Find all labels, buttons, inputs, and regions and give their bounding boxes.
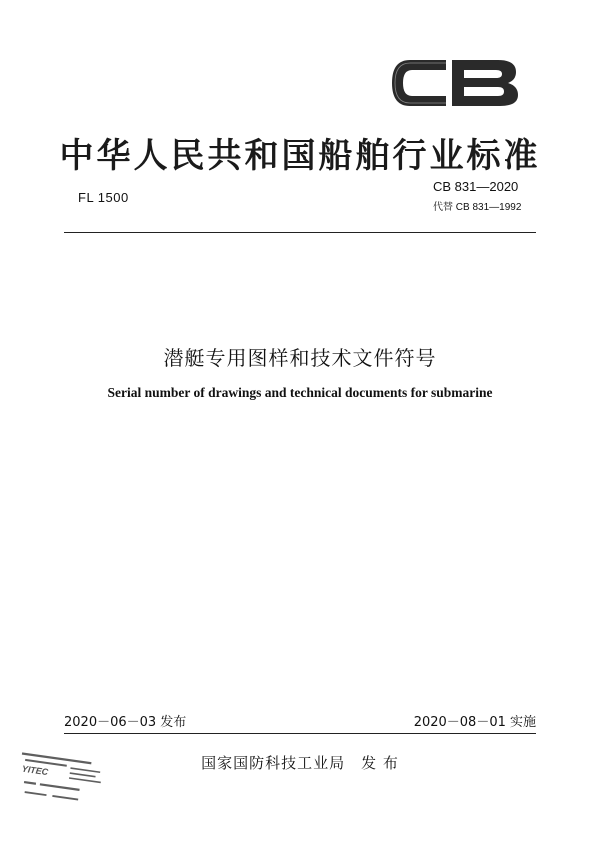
standard-number: CB 831—2020 bbox=[433, 179, 519, 194]
replaces-standard: 代替 CB 831—1992 bbox=[433, 202, 522, 213]
standard-type-heading: 中华人民共和国船舶行业标准 bbox=[59, 136, 541, 176]
distribution-stamp bbox=[10, 746, 110, 824]
svg-text:YITEC: YITEC bbox=[21, 763, 49, 778]
implementation-date: 2020－08－01 实施 bbox=[413, 715, 536, 730]
issue-date: 2020－06－03 发布 bbox=[64, 715, 187, 730]
document-title-chinese: 潜艇专用图样和技术文件符号 bbox=[163, 346, 437, 370]
bottom-divider bbox=[64, 733, 536, 734]
top-divider bbox=[64, 232, 536, 233]
document-title-english: Serial number of drawings and technical documents for submarine bbox=[107, 385, 493, 400]
publisher: 国家国防科技工业局 发 布 bbox=[201, 754, 399, 772]
classification-code: FL 1500 bbox=[78, 190, 129, 205]
cb-logo bbox=[388, 52, 522, 114]
